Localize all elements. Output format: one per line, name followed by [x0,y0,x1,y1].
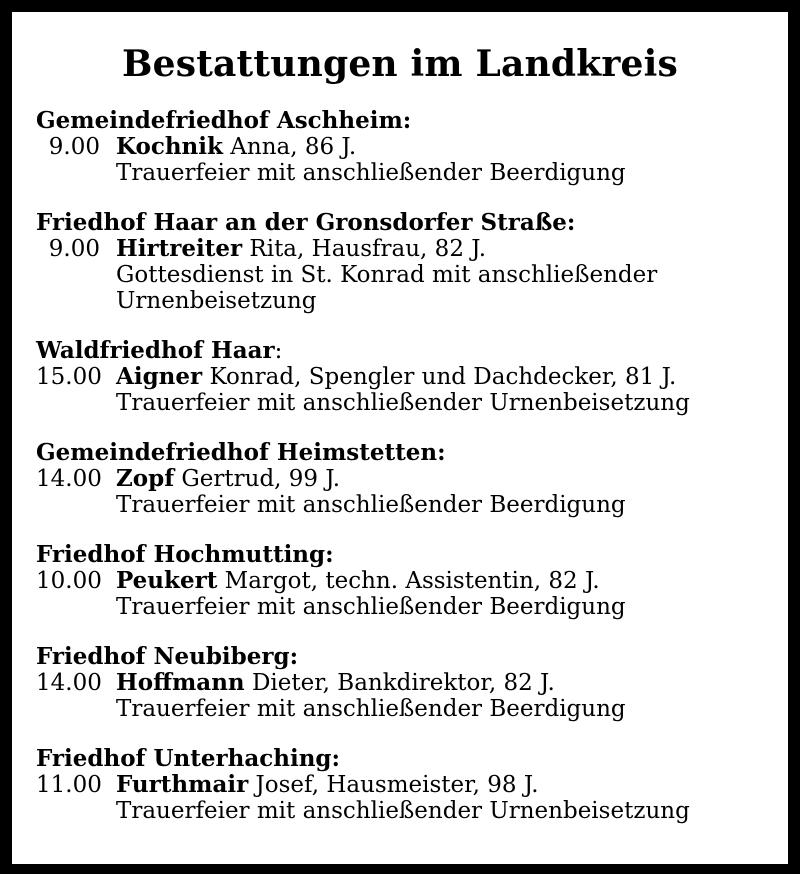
cemetery-name-text: Waldfriedhof Haar [36,337,275,364]
funeral-entry [36,236,776,314]
deceased-surname: Furthmair [116,771,249,798]
cemetery-section [36,746,776,824]
deceased-surname: Hirtreiter [116,235,243,262]
funeral-entry [36,670,776,722]
cemetery-name: Gemeindefriedhof Heimstetten: [36,439,446,466]
funeral-entry [36,466,776,518]
ceremony-text: Trauerfeier mit anschließender Beerdigung [116,696,626,722]
ceremony-text: Trauerfeier mit anschließender Beerdigung [116,160,626,186]
deceased-line [116,670,776,696]
cemetery-section [36,338,776,416]
funeral-time: 10.00 [36,568,102,594]
funeral-entry [36,568,776,620]
deceased-details: Margot, techn. Assistentin, 82 J. [224,568,600,594]
ceremony-text: Urnenbeisetzung [116,288,317,314]
deceased-surname: Aigner [116,363,203,390]
cemetery-name: Gemeindefriedhof Aschheim: [36,107,412,134]
funeral-time: 15.00 [36,364,102,390]
deceased-surname: Peukert [116,567,218,594]
deceased-line [116,236,776,262]
funeral-entry [36,134,776,186]
deceased-surname: Kochnik [116,133,223,160]
cemetery-name: Friedhof Neubiberg: [36,643,299,670]
deceased-line [116,466,776,492]
deceased-details: Rita, Hausfrau, 82 J. [249,236,487,262]
funeral-time: 14.00 [36,670,102,696]
ceremony-text: Trauerfeier mit anschließender Beerdigung [116,594,626,620]
funeral-entry [36,772,776,824]
ceremony-text: Gottesdienst in St. Konrad mit anschließender [116,262,658,288]
funeral-time: 14.00 [36,466,102,492]
funeral-time: 9.00 [48,134,100,160]
ceremony-text: Trauerfeier mit anschließender Beerdigung [116,492,626,518]
deceased-details: Dieter, Bankdirektor, 82 J. [251,670,555,696]
ceremony-text: Trauerfeier mit anschließender Urnenbeisetzung [116,798,690,824]
funeral-entry [36,364,776,416]
deceased-details: Anna, 86 J. [230,134,357,160]
cemetery-section [36,542,776,620]
deceased-details: Josef, Hausmeister, 98 J. [255,772,539,798]
page-title: Bestattungen im Landkreis [122,43,678,85]
cemetery-name: Friedhof Haar an der Gronsdorfer Straße: [36,209,576,236]
cemetery-name [36,338,776,364]
deceased-surname: Hoffmann [116,669,245,696]
deceased-line [116,568,776,594]
cemetery-name: Friedhof Unterhaching: [36,745,340,772]
cemetery-name-colon: : [274,338,283,364]
funeral-listings [36,108,776,848]
cemetery-section [36,644,776,722]
cemetery-section [36,210,776,314]
deceased-details: Konrad, Spengler und Dachdecker, 81 J. [209,364,677,390]
cemetery-section [36,440,776,518]
deceased-details: Gertrud, 99 J. [181,466,341,492]
deceased-line [116,134,776,160]
funeral-time: 11.00 [36,772,102,798]
deceased-surname: Zopf [116,465,175,492]
funeral-time: 9.00 [48,236,100,262]
cemetery-section [36,108,776,186]
deceased-line [116,364,776,390]
cemetery-name: Friedhof Hochmutting: [36,541,334,568]
ceremony-text: Trauerfeier mit anschließender Urnenbeisetzung [116,390,690,416]
deceased-line [116,772,776,798]
